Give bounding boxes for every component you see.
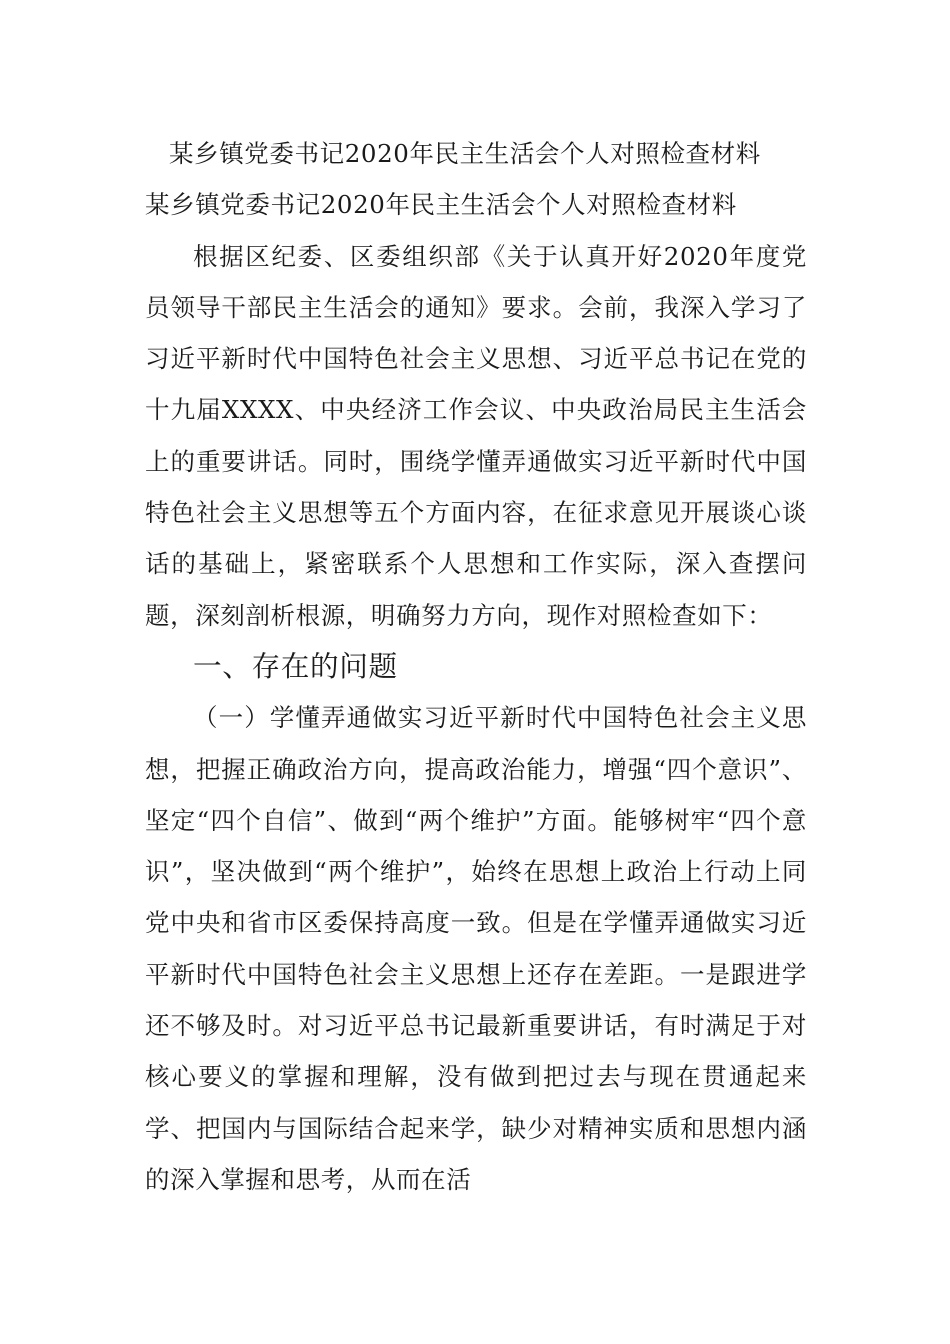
intro-paragraph: 根据区纪委、区委组织部《关于认真开好2020年度党员领导干部民主生活会的通知》要求。会前，我深入学习了习近平新时代中国特色社会主义思想、习近平总书记在党的十九届XXXX、中央经济工作会议、中央政治局民主生活会上的重要讲话。同时，围绕学懂弄通做实习近平新时代中国特色社会主义思想等五个方面内容，在征求意见开展谈心谈话的基础上，紧密联系个人思想和工作实际，深入查摆问题，深刻剖析根源，明确努力方向，现作对照检查如下： [145,241,807,630]
section-paragraph: （一）学懂弄通做实习近平新时代中国特色社会主义思想，把握正确政治方向，提高政治能力，增强“四个意识”、坚定“四个自信”、做到“两个维护”方面。能够树牢“四个意识”，坚决做到“两个维护”，始终在思想上政治上行动上同党中央和省市区委保持高度一致。但是在学懂弄通做实习近平新时代中国特色社会主义思想上还存在差距。一是跟进学还不够及时。对习近平总书记最新重要讲话，有时满足于对核心要义的掌握和理解，没有做到把过去与现在贯通起来学、把国内与国际结合起来学，缺少对精神实质和思想内涵的深入掌握和思考，从而在活 [145,703,807,1194]
document-body [145,128,807,1205]
document-subtitle: 某乡镇党委书记2020年民主生活会个人对照检查材料 [145,190,737,220]
section-heading: 一、存在的问题 [193,648,398,683]
document-title: 某乡镇党委书记2020年民主生活会个人对照检查材料 [169,139,761,168]
